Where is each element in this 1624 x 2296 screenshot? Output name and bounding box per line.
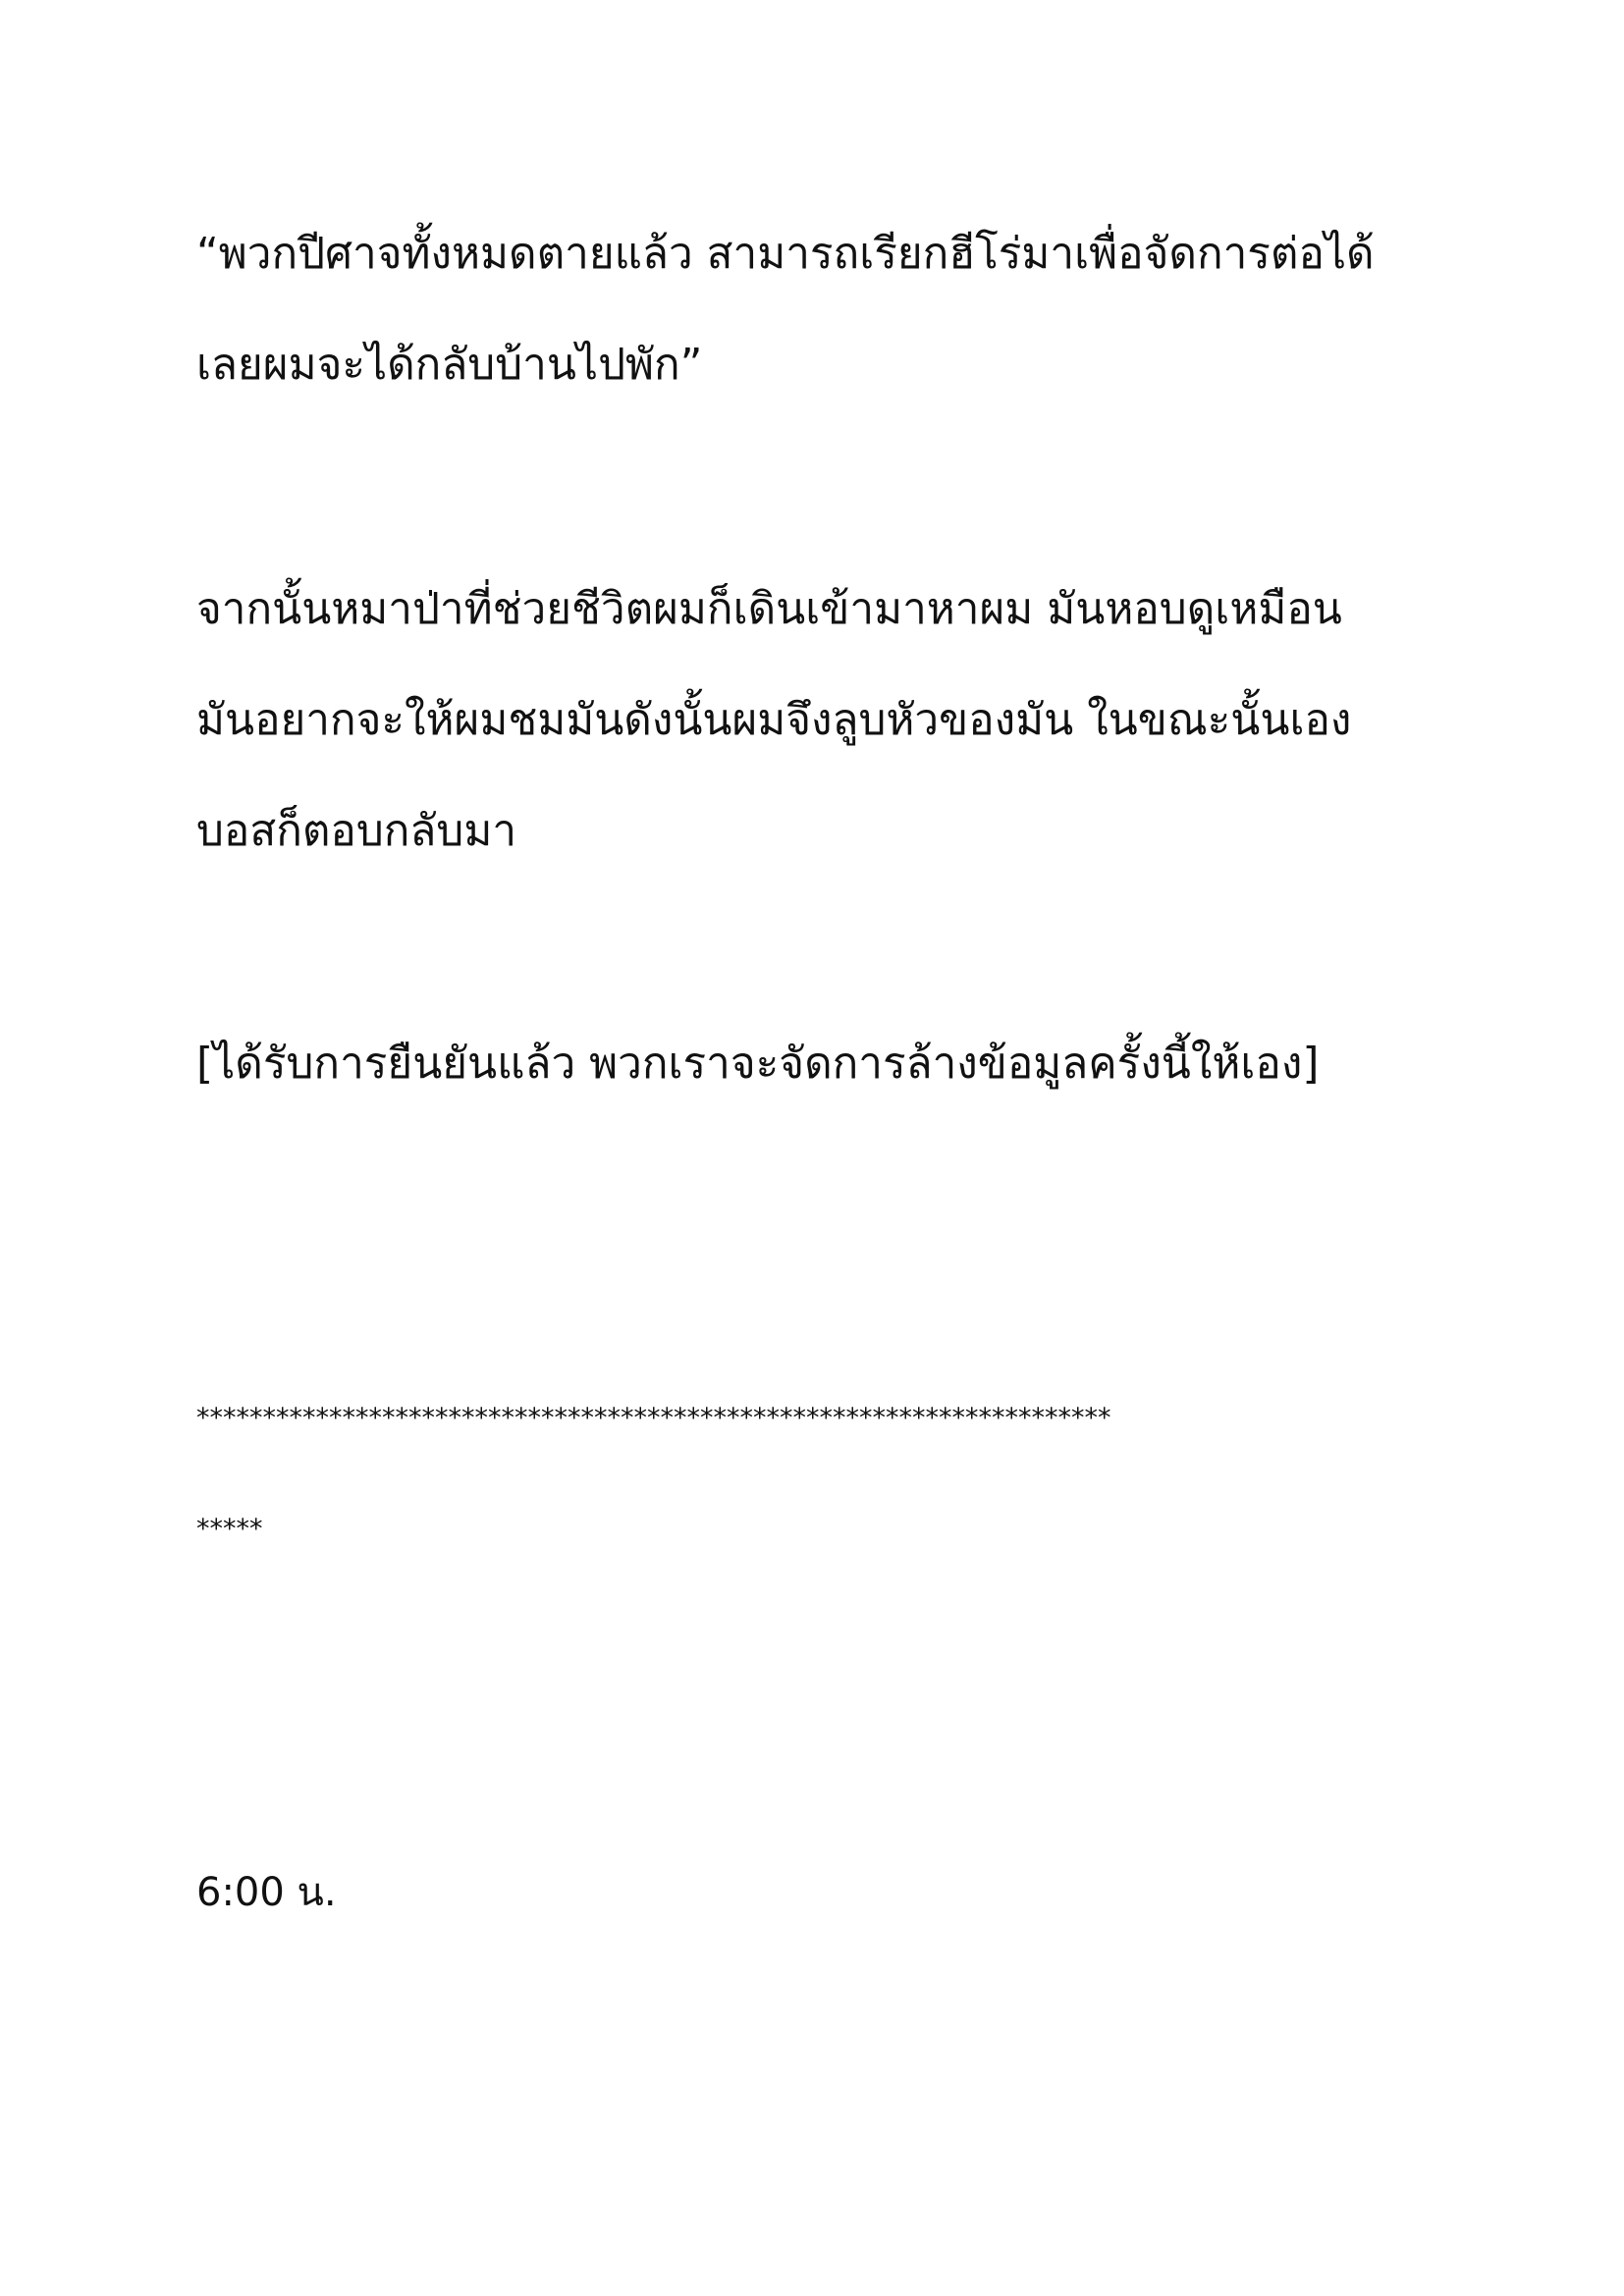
text-line: จากนั้นหมาป่าที่ช่วยชีวิตผมก็เดินเข้ามาหาผม มันหอบดูเหมือน: [196, 584, 1342, 634]
text-line: “พวกปีศาจทั้งหมดตายแล้ว สามารถเรียกฮีโร่มาเพื่อจัดการต่อได้: [196, 229, 1375, 279]
paragraph-system-message: [196, 1008, 1463, 1119]
text-line: [ได้รับการยืนยันแล้ว พวกเราจะจัดการล้างข้อมูลครั้งนี้ให้เอง]: [196, 1039, 1320, 1089]
paragraph-narration: [196, 554, 1463, 886]
separator-line: *********************************************************************: [196, 1403, 1111, 1433]
paragraph-dialogue: [196, 198, 1463, 420]
time-heading: 6:00 น.: [196, 1870, 337, 1915]
text-line: บอสก็ตอบกลับมา: [196, 806, 517, 856]
separator-line: *****: [196, 1514, 263, 1544]
text-line: มันอยากจะให้ผมชมมันดังนั้นผมจึงลูบหัวของมัน ในขณะนั้นเอง: [196, 695, 1352, 745]
separator-asterisks: [196, 1362, 1463, 1584]
text-line: เลยผมจะได้กลับบ้านไปพัก”: [196, 340, 703, 390]
